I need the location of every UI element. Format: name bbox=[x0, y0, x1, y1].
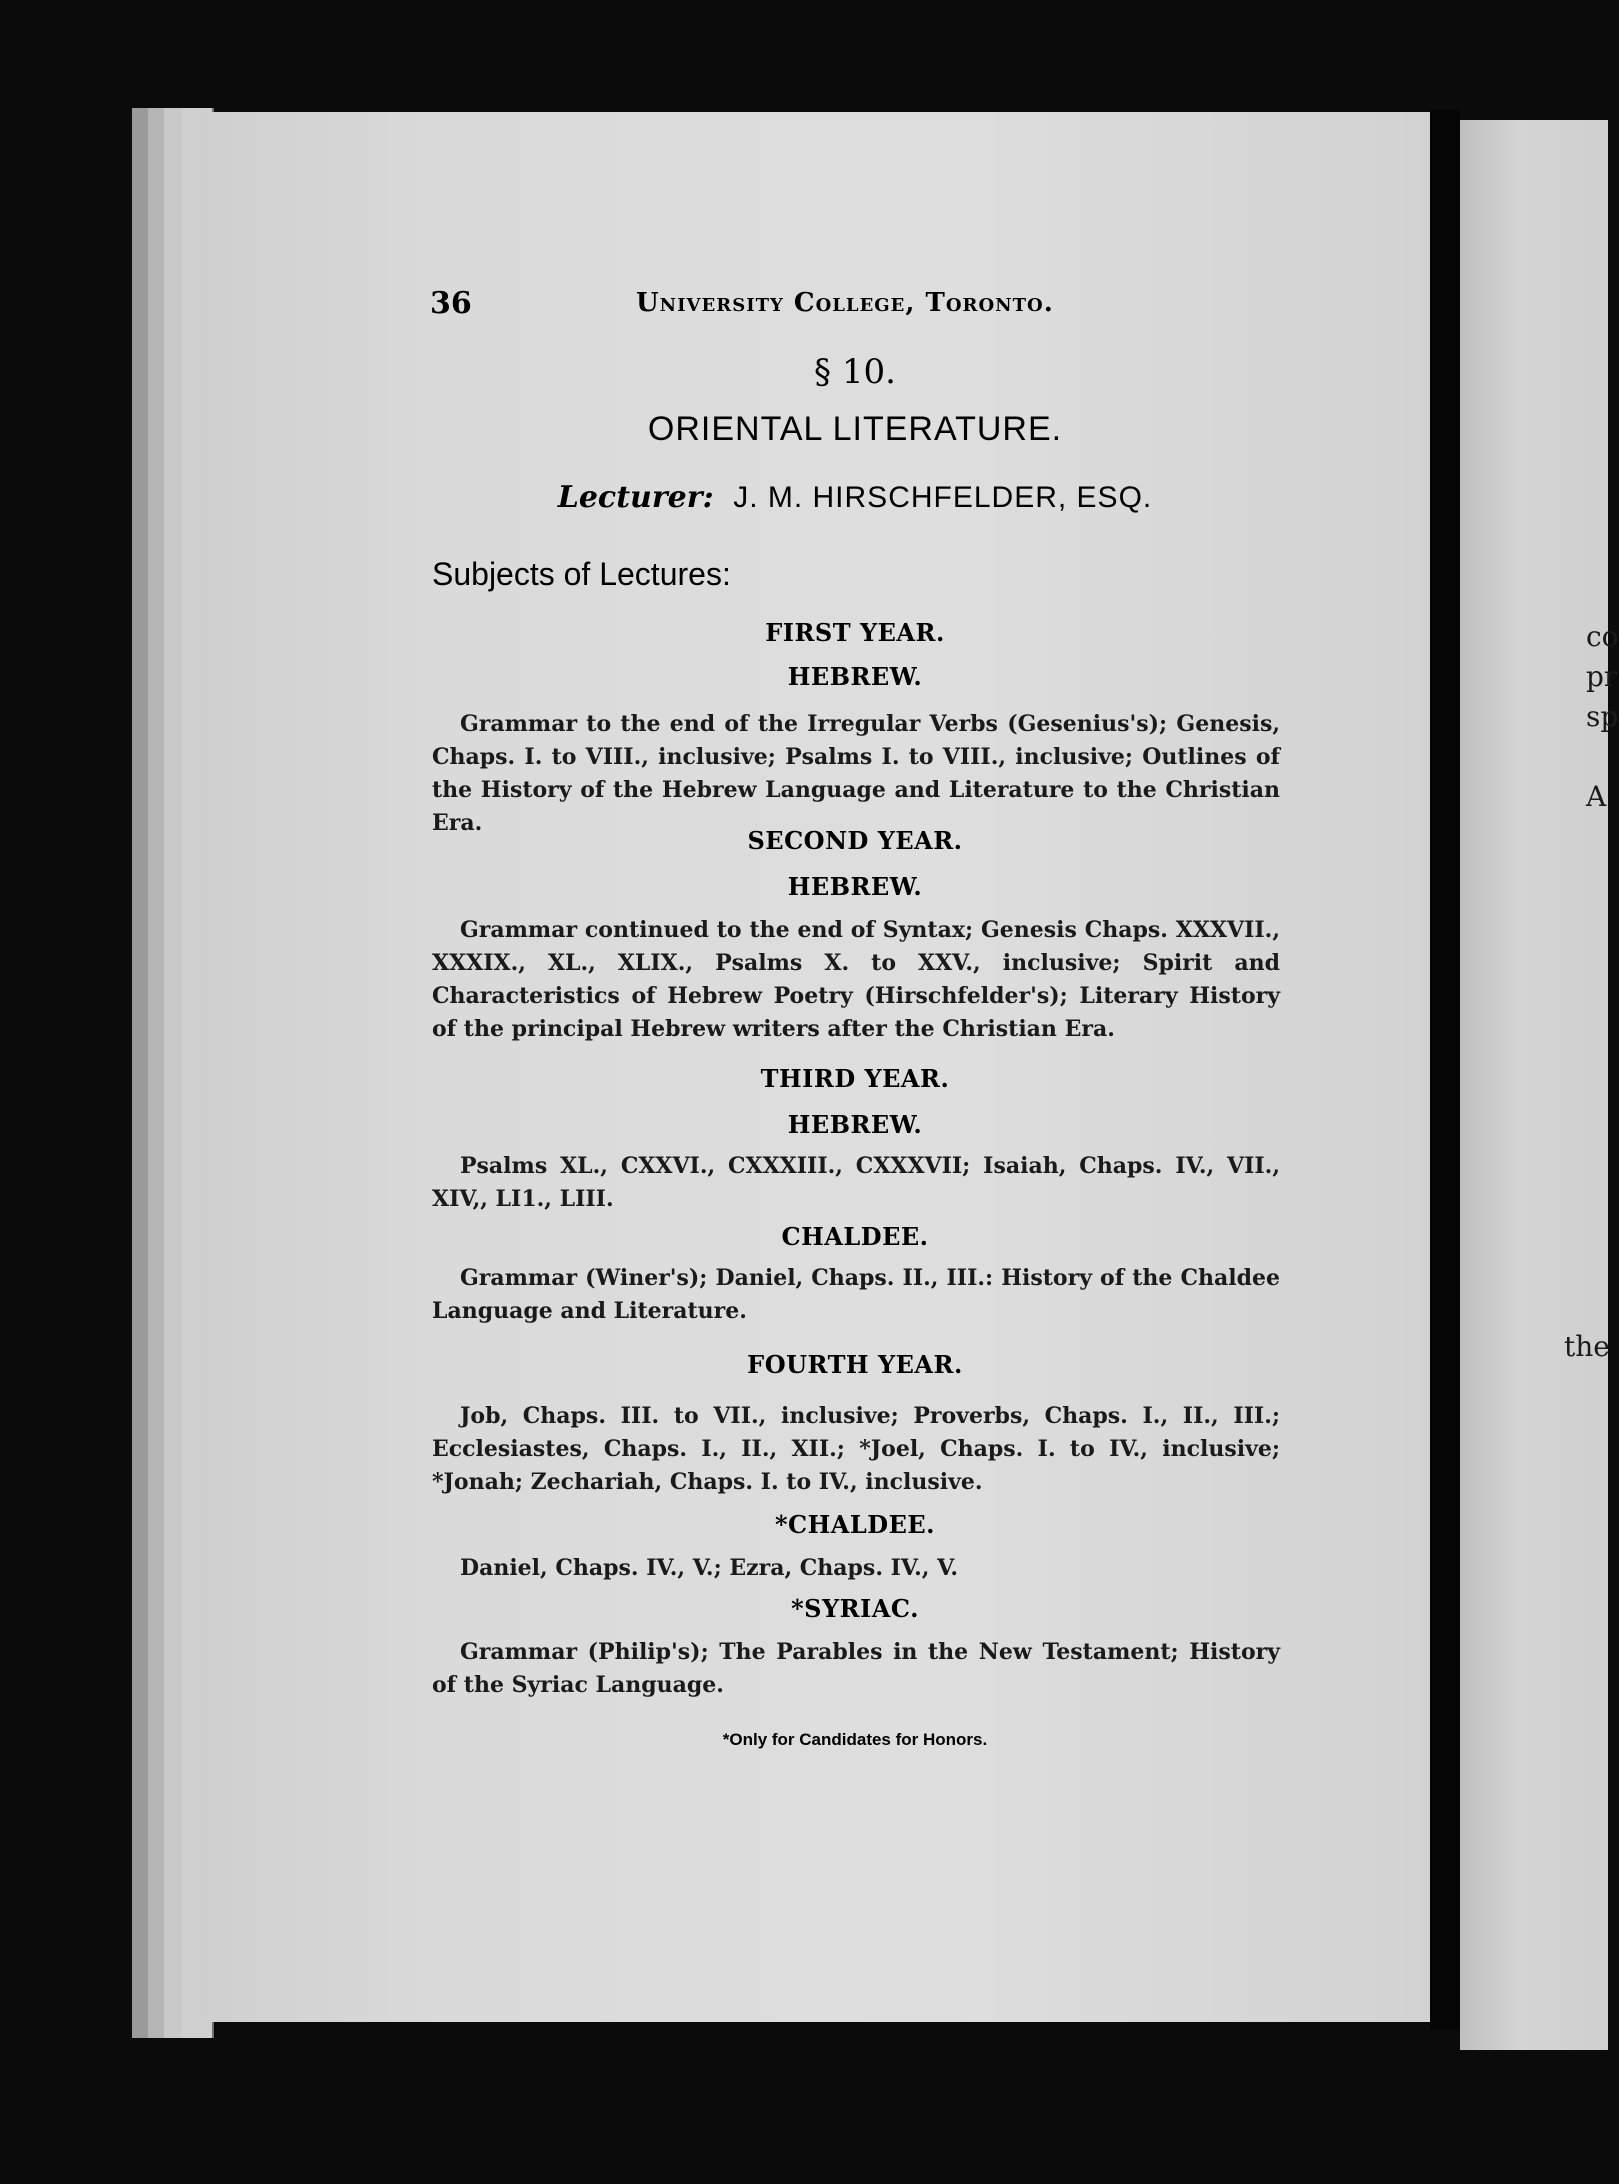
year-heading: FOURTH YEAR. bbox=[747, 1350, 963, 1379]
course-description: Grammar to the end of the Irregular Verbs (Gesenius's); Genesis, Chaps. I. to VIII., inclusive; Psalms I. to VIII., inclusive; Outlines of the History of the Hebrew Language and Literature to the Christian Era. bbox=[432, 711, 1280, 836]
course-description: Grammar continued to the end of Syntax; Genesis Chaps. XXXVII., XXXIX., XL., XLIX., Psalms X. to XXV., inclusive; Spirit and Characteristics of Hebrew Poetry (Hirschfelder's); Literary History of the principal Hebrew writers after the Christian Era. bbox=[432, 917, 1280, 1042]
subject-heading: CHALDEE. bbox=[781, 1222, 929, 1251]
running-head bbox=[430, 286, 1210, 326]
course-description: Job, Chaps. III. to VII., inclusive; Proverbs, Chaps. I., II., III.; Ecclesiastes, Chaps. I., II., XII.; *Joel, Chaps. I. to IV., inclusive; *Jonah; Zechariah, Chaps. I. to IV., inclusive. bbox=[432, 1403, 1280, 1495]
subject-heading: *SYRIAC. bbox=[791, 1594, 919, 1623]
section-title: ORIENTAL LITERATURE. bbox=[647, 410, 1063, 448]
course-description: Psalms XL., CXXVI., CXXXIII., CXXXVII; Isaiah, Chaps. IV., VII., XIV,, LI1., LIII. bbox=[432, 1153, 1280, 1212]
subject-heading: HEBREW. bbox=[787, 1110, 923, 1139]
book-gutter bbox=[1430, 110, 1460, 2030]
footnote: *Only for Candidates for Honors. bbox=[722, 1730, 988, 1749]
year-heading: THIRD YEAR. bbox=[760, 1064, 950, 1093]
subject-heading: HEBREW. bbox=[787, 662, 923, 691]
lecturer-line bbox=[430, 480, 1280, 515]
section-number: § 10. bbox=[814, 352, 896, 392]
facing-page-fragment: co bbox=[1586, 620, 1619, 653]
facing-page-fragment: sp bbox=[1586, 700, 1619, 733]
course-description: Grammar (Philip's); The Parables in the New Testament; History of the Syriac Language. bbox=[432, 1639, 1280, 1698]
facing-page-fragment: the bbox=[1564, 1330, 1610, 1363]
course-description: Grammar (Winer's); Daniel, Chaps. II., III.: History of the Chaldee Language and Literature. bbox=[432, 1265, 1280, 1324]
course-description: Daniel, Chaps. IV., V.; Ezra, Chaps. IV., V. bbox=[460, 1555, 959, 1581]
subject-heading: HEBREW. bbox=[787, 872, 923, 901]
facing-page-fragment: pr bbox=[1586, 660, 1618, 693]
running-title: University College, Toronto. bbox=[636, 288, 1054, 318]
subject-heading: *CHALDEE. bbox=[774, 1510, 936, 1539]
year-heading: FIRST YEAR. bbox=[765, 618, 945, 647]
subjects-heading: Subjects of Lectures: bbox=[432, 556, 731, 592]
facing-page bbox=[1460, 120, 1619, 2050]
page-number: 36 bbox=[430, 286, 472, 321]
facing-page-fragment: A bbox=[1586, 780, 1607, 813]
year-heading: SECOND YEAR. bbox=[747, 826, 963, 855]
lecturer-name: J. M. HIRSCHFELDER, ESQ. bbox=[733, 481, 1153, 514]
lecturer-label: Lecturer: bbox=[557, 480, 714, 515]
